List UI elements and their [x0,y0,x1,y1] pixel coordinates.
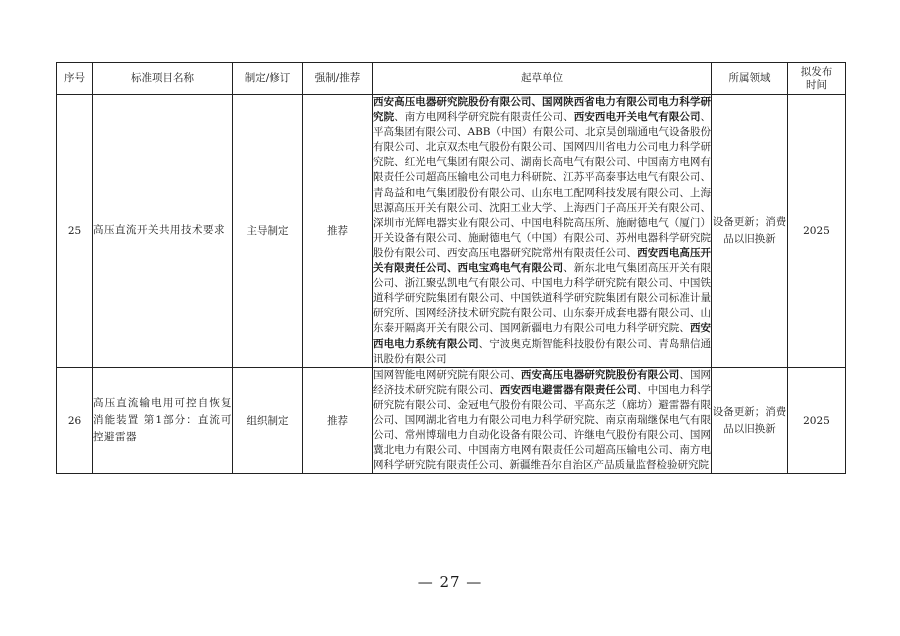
unit-segment: 西安西电开关电气有限公司 [573,111,701,124]
header-release-line2: 时间 [806,78,827,91]
unit-segment: 西安高压电器研究院股份有限公司、国网陕西省电力有限公司电力科学研究院 [373,96,711,124]
header-release-line1: 拟发布 [800,65,833,78]
row-no: 25 [57,95,93,368]
table-header-row [57,63,846,95]
unit-segment: 西安西电电力系统有限公司 [373,322,712,350]
header-type: 制定/修订 [233,63,303,95]
unit-segment: 西安西电避雷器有限责任公司 [499,383,638,396]
row-drafting-units [373,367,712,474]
table-row [57,95,846,368]
unit-segment: 、新东北电气集团高压开关有限公司、浙江聚弘凯电气有限公司、中国电力科学研究院有限公司、中国铁道科学研究院集团有限公司、中国铁道科学研究院集团有限公司标准计量研究所、国网经济技术研究院有限公司、山东泰开成套电器有限公司、山东泰开隔离开关有限公司、国网新疆电力有限公司电力科学研究院、 [373,262,712,335]
row-standard-name: 高压直流开关共用技术要求 [93,95,233,368]
unit-segment: 、国网经济技术研究院有限公司、 [373,368,712,396]
header-domain: 所属领域 [712,63,788,95]
row-release: 2025 [788,367,846,474]
unit-segment: 、宁波奥克斯智能科技股份有限公司、青岛鼎信通讯股份有限公司 [373,337,712,365]
unit-segment: 西安西电高压开关有限责任公司、西电宝鸡电气有限公司 [373,246,712,275]
row-type: 组织制定 [233,367,303,474]
row-level: 推荐 [303,367,373,474]
row-standard-name: 高压直流输电用可控自恢复消能装置 第1部分：直流可控避雷器 [93,367,233,474]
unit-segment: 、平高集团有限公司、ABB（中国）有限公司、北京昊创瑞通电气设备股份有限公司、北京双杰电气股份有限公司、国网四川省电力公司电力科学研究院、红光电气集团有限公司、湖南长高电气有限公司、中国南方电网有限责任公司超高压输电公司电力科研院、江苏平高泰事达电气有限公司、青岛益和电气集团股份有限公司、山东电工配网科技发展有限公司、上海思源高压开关有限公司、沈阳工业大学、上海西门子高压开关有限公司、深圳市光辉电器实业有限公司、中国电科院高压所、施耐德电气（厦门）开关设备有限公司、施耐德电气（中国）有限公司、苏州电器科学研究院股份有限公司、西安高压电器研究院常州有限责任公司、 [373,111,712,259]
header-level: 强制/推荐 [303,63,373,95]
row-no: 26 [57,367,93,474]
row-drafting-units [373,95,712,368]
header-units: 起草单位 [373,63,712,95]
row-domain: 设备更新；消费品以旧换新 [712,95,788,368]
row-release: 2025 [788,95,846,368]
unit-segment: 国网智能电网研究院有限公司、 [373,368,521,381]
table-row [57,367,846,474]
row-type: 主导制定 [233,95,303,368]
header-no: 序号 [57,63,93,95]
page-number: — 27 — [417,573,483,591]
unit-segment: 、中国电力科学研究院有限公司、金冠电气股份有限公司、平高东芝（廊坊）避雷器有限公司、国网湖北省电力有限公司电力科学研究院、南京南瑞继保电气有限公司、常州博瑞电力自动化设备有限公司、许继电气股份有限公司、国网冀北电力有限公司、中国南方电网有限责任公司超高压输电公司、南方电网科学研究院有限责任公司、新疆维吾尔自治区产品质量监督检验研究院 [373,383,712,472]
row-level: 推荐 [303,95,373,368]
unit-segment: 西安高压电器研究院股份有限公司 [520,368,680,381]
header-name: 标准项目名称 [93,63,233,95]
row-domain: 设备更新；消费品以旧换新 [712,367,788,474]
unit-segment: 、南方电网科学研究院有限责任公司、 [394,111,574,124]
standards-table [56,62,846,474]
header-release [788,63,846,95]
